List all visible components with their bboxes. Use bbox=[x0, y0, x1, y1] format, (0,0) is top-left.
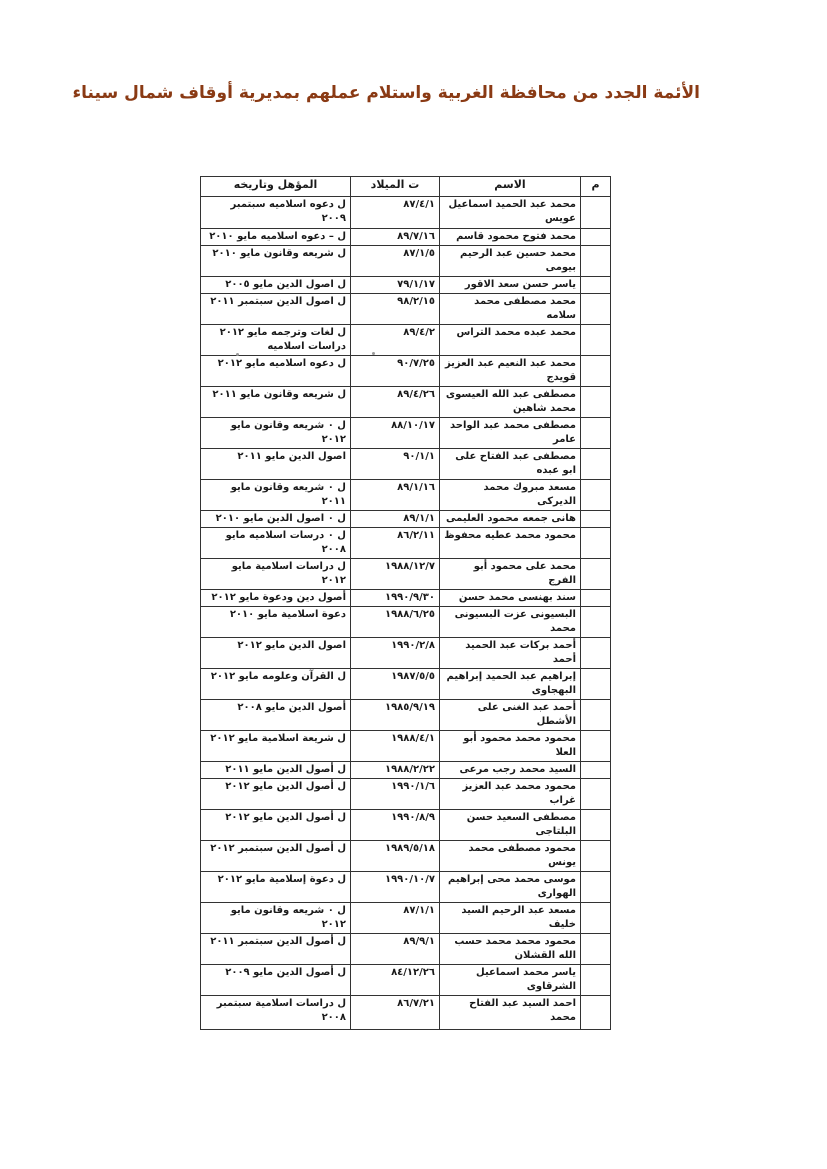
cell-qualification: اصول الدين مايو ٢٠١١ bbox=[201, 449, 351, 480]
table-row bbox=[201, 277, 611, 294]
table-row bbox=[201, 841, 611, 872]
header-name: الاسم bbox=[440, 177, 581, 197]
cell-qualification: ل ٠ شريعه وقانون مايو ٢٠١٢ bbox=[201, 418, 351, 449]
cell-birth-date: ٩٨/٢/١٥ bbox=[351, 294, 440, 325]
cell-birth-date: ١٩٩٠/١/٦ bbox=[351, 779, 440, 810]
cell-name: أحمد عبد الغنى على الأشطل bbox=[440, 700, 581, 731]
cell-qualification: ل اصول الدين سبتمبر ٢٠١١ bbox=[201, 294, 351, 325]
cell-birth-date: ٨٦/٧/٢١ bbox=[351, 996, 440, 1030]
scan-speck bbox=[372, 352, 375, 355]
cell-name: مسعد مبروك محمد الديركى bbox=[440, 480, 581, 511]
cell-birth-date: ٩٠/٧/٢٥ bbox=[351, 356, 440, 387]
cell-qualification: ل أصول الدين سبتمبر ٢٠١١ bbox=[201, 934, 351, 965]
cell-qualification: أصول الدين مايو ٢٠٠٨ bbox=[201, 700, 351, 731]
table-row bbox=[201, 325, 611, 356]
cell-number bbox=[581, 607, 611, 638]
imams-table bbox=[200, 176, 611, 1030]
cell-name: محمود محمد عبد العزيز غراب bbox=[440, 779, 581, 810]
table-row bbox=[201, 511, 611, 528]
cell-qualification: ل أصول الدين سبتمبر ٢٠١٢ bbox=[201, 841, 351, 872]
cell-birth-date: ٨٤/١٢/٢٦ bbox=[351, 965, 440, 996]
cell-birth-date: ٨٧/٤/١ bbox=[351, 197, 440, 229]
cell-number bbox=[581, 197, 611, 229]
cell-number bbox=[581, 356, 611, 387]
table-row bbox=[201, 762, 611, 779]
table-row bbox=[201, 903, 611, 934]
table-row bbox=[201, 779, 611, 810]
cell-qualification: ل دراسات اسلامية مايو ٢٠١٢ bbox=[201, 559, 351, 590]
cell-qualification: ل لغات وترجمه مايو ٢٠١٢ دراسات اسلاميه bbox=[201, 325, 351, 356]
cell-birth-date: ٧٩/١/١٧ bbox=[351, 277, 440, 294]
cell-birth-date: ١٩٨٧/٥/٥ bbox=[351, 669, 440, 700]
cell-qualification: أصول دين ودعوة مايو ٢٠١٢ bbox=[201, 590, 351, 607]
cell-name: محمود مصطفى محمد يونس bbox=[440, 841, 581, 872]
cell-birth-date: ١٩٨٨/٤/١ bbox=[351, 731, 440, 762]
cell-birth-date: ٨٩/٤/٢ bbox=[351, 325, 440, 356]
cell-birth-date: ١٩٨٨/٢/٢٢ bbox=[351, 762, 440, 779]
cell-number bbox=[581, 965, 611, 996]
cell-name: ياسر محمد اسماعيل الشرقاوى bbox=[440, 965, 581, 996]
table-row bbox=[201, 638, 611, 669]
cell-number bbox=[581, 325, 611, 356]
cell-name: سند بهنسى محمد حسن bbox=[440, 590, 581, 607]
cell-number bbox=[581, 511, 611, 528]
cell-number bbox=[581, 246, 611, 277]
cell-qualification: ل – دعوه اسلاميه مايو ٢٠١٠ bbox=[201, 229, 351, 246]
cell-qualification: ل دعوه اسلاميه سبتمبر ٢٠٠٩ bbox=[201, 197, 351, 229]
table-row bbox=[201, 996, 611, 1030]
cell-name: مصطفى عبد الله العيسوى محمد شاهين bbox=[440, 387, 581, 418]
cell-qualification: ل دراسات اسلامية سبتمبر ٢٠٠٨ bbox=[201, 996, 351, 1030]
cell-qualification: ل أصول الدين مايو ٢٠١٢ bbox=[201, 779, 351, 810]
cell-qualification: ل ٠ شريعه وقانون مايو ٢٠١٢ bbox=[201, 903, 351, 934]
cell-birth-date: ٩٠/١/١ bbox=[351, 449, 440, 480]
table-row bbox=[201, 590, 611, 607]
cell-birth-date: ١٩٨٩/٥/١٨ bbox=[351, 841, 440, 872]
cell-name: السيد محمد رجب مرعى bbox=[440, 762, 581, 779]
cell-name: هانى جمعه محمود العليمى bbox=[440, 511, 581, 528]
cell-qualification: ل شريعه وقانون مايو ٢٠١١ bbox=[201, 387, 351, 418]
cell-qualification: ل ٠ اصول الدين مايو ٢٠١٠ bbox=[201, 511, 351, 528]
cell-birth-date: ٨٧/١/١ bbox=[351, 903, 440, 934]
cell-number bbox=[581, 418, 611, 449]
cell-number bbox=[581, 700, 611, 731]
cell-qualification: ل دعوه اسلاميه مايو ٢٠١٢ bbox=[201, 356, 351, 387]
cell-birth-date: ١٩٨٨/١٢/٧ bbox=[351, 559, 440, 590]
table-row bbox=[201, 872, 611, 903]
cell-qualification: ل اصول الدين مايو ٢٠٠٥ bbox=[201, 277, 351, 294]
cell-name: محمد عبده محمد التراس bbox=[440, 325, 581, 356]
table-row bbox=[201, 387, 611, 418]
cell-name: محمد على محمود أبو الفرج bbox=[440, 559, 581, 590]
cell-birth-date: ١٩٩٠/٨/٩ bbox=[351, 810, 440, 841]
cell-number bbox=[581, 449, 611, 480]
cell-qualification: اصول الدين مايو ٢٠١٢ bbox=[201, 638, 351, 669]
table-row bbox=[201, 197, 611, 229]
cell-number bbox=[581, 528, 611, 559]
cell-number bbox=[581, 590, 611, 607]
table-body bbox=[201, 197, 611, 1030]
cell-qualification: ل دعوة إسلامية مايو ٢٠١٢ bbox=[201, 872, 351, 903]
cell-name: ياسر حسن سعد الاقور bbox=[440, 277, 581, 294]
cell-qualification: ل أصول الدين مايو ٢٠٠٩ bbox=[201, 965, 351, 996]
cell-name: مسعد عبد الرحيم السيد خليف bbox=[440, 903, 581, 934]
table-row bbox=[201, 480, 611, 511]
cell-name: مصطفى محمد عبد الواحد عامر bbox=[440, 418, 581, 449]
table-row bbox=[201, 934, 611, 965]
cell-qualification: دعوة اسلامية مايو ٢٠١٠ bbox=[201, 607, 351, 638]
cell-qualification: ل شريعة اسلامية مايو ٢٠١٢ bbox=[201, 731, 351, 762]
cell-birth-date: ٨٩/٧/١٦ bbox=[351, 229, 440, 246]
header-number: م bbox=[581, 177, 611, 197]
cell-name: مصطفى السعيد حسن البلتاجى bbox=[440, 810, 581, 841]
table-row bbox=[201, 356, 611, 387]
cell-number bbox=[581, 638, 611, 669]
cell-number bbox=[581, 559, 611, 590]
cell-birth-date: ٨٩/١/١ bbox=[351, 511, 440, 528]
cell-birth-date: ٨٩/٤/٢٦ bbox=[351, 387, 440, 418]
table-row bbox=[201, 700, 611, 731]
cell-number bbox=[581, 669, 611, 700]
cell-birth-date: ٨٩/١/١٦ bbox=[351, 480, 440, 511]
cell-number bbox=[581, 934, 611, 965]
cell-name: محمود محمد محمد حسب الله القشلان bbox=[440, 934, 581, 965]
cell-name: محمود محمد محمود أبو العلا bbox=[440, 731, 581, 762]
table-row bbox=[201, 229, 611, 246]
cell-name: البسيونى عزت البسيونى محمد bbox=[440, 607, 581, 638]
table-row bbox=[201, 418, 611, 449]
cell-name: محمد فتوح محمود قاسم bbox=[440, 229, 581, 246]
cell-birth-date: ٨٦/٢/١١ bbox=[351, 528, 440, 559]
header-birth-date: ت الميلاد bbox=[351, 177, 440, 197]
cell-number bbox=[581, 731, 611, 762]
cell-number bbox=[581, 872, 611, 903]
cell-name: مصطفى عبد الفتاح على ابو عبده bbox=[440, 449, 581, 480]
cell-birth-date: ١٩٨٥/٩/١٩ bbox=[351, 700, 440, 731]
table-row bbox=[201, 731, 611, 762]
cell-name: محمد مصطفى محمد سلامه bbox=[440, 294, 581, 325]
cell-name: محمود محمد عطيه محفوظ bbox=[440, 528, 581, 559]
cell-qualification: ل أصول الدين مايو ٢٠١١ bbox=[201, 762, 351, 779]
cell-birth-date: ١٩٩٠/٩/٣٠ bbox=[351, 590, 440, 607]
document-title: الأئمة الجدد من محافظة الغربية واستلام عملهم بمديرية أوقاف شمال سيناء bbox=[72, 83, 700, 103]
cell-qualification: ل أصول الدين مايو ٢٠١٢ bbox=[201, 810, 351, 841]
cell-number bbox=[581, 229, 611, 246]
cell-qualification: ل شريعه وقانون مايو ٢٠١٠ bbox=[201, 246, 351, 277]
cell-number bbox=[581, 480, 611, 511]
table-row bbox=[201, 669, 611, 700]
cell-name: أحمد بركات عبد الحميد أحمد bbox=[440, 638, 581, 669]
table-row bbox=[201, 965, 611, 996]
cell-number bbox=[581, 810, 611, 841]
cell-name: محمد حسين عبد الرحيم بيومى bbox=[440, 246, 581, 277]
cell-qualification: ل ٠ درسات اسلاميه مايو ٢٠٠٨ bbox=[201, 528, 351, 559]
cell-birth-date: ١٩٨٨/٦/٢٥ bbox=[351, 607, 440, 638]
cell-name: موسى محمد محى إبراهيم الهوارى bbox=[440, 872, 581, 903]
cell-birth-date: ١٩٩٠/٢/٨ bbox=[351, 638, 440, 669]
cell-birth-date: ٨٧/١/٥ bbox=[351, 246, 440, 277]
table-row bbox=[201, 810, 611, 841]
cell-birth-date: ٨٨/١٠/١٧ bbox=[351, 418, 440, 449]
cell-number bbox=[581, 277, 611, 294]
cell-qualification: ل ٠ شريعه وقانون مايو ٢٠١١ bbox=[201, 480, 351, 511]
cell-name: إبراهيم عبد الحميد إبراهيم البهجاوى bbox=[440, 669, 581, 700]
cell-number bbox=[581, 779, 611, 810]
cell-name: محمد عبد النعيم عبد العزيز قويدج bbox=[440, 356, 581, 387]
table-row bbox=[201, 294, 611, 325]
table-row bbox=[201, 528, 611, 559]
cell-birth-date: ٨٩/٩/١ bbox=[351, 934, 440, 965]
cell-qualification: ل القرآن وعلومه مايو ٢٠١٢ bbox=[201, 669, 351, 700]
cell-number bbox=[581, 903, 611, 934]
cell-number bbox=[581, 841, 611, 872]
cell-number bbox=[581, 294, 611, 325]
table-row bbox=[201, 246, 611, 277]
table-row bbox=[201, 559, 611, 590]
scan-speck bbox=[236, 353, 239, 356]
table-row bbox=[201, 449, 611, 480]
table-header-row bbox=[201, 177, 611, 197]
cell-number bbox=[581, 387, 611, 418]
table-row bbox=[201, 607, 611, 638]
cell-birth-date: ١٩٩٠/١٠/٧ bbox=[351, 872, 440, 903]
cell-number bbox=[581, 762, 611, 779]
header-qualification: المؤهل وتاريخه bbox=[201, 177, 351, 197]
cell-name: محمد عبد الحميد اسماعيل عويس bbox=[440, 197, 581, 229]
cell-number bbox=[581, 996, 611, 1030]
cell-name: احمد السيد عبد الفتاح محمد bbox=[440, 996, 581, 1030]
